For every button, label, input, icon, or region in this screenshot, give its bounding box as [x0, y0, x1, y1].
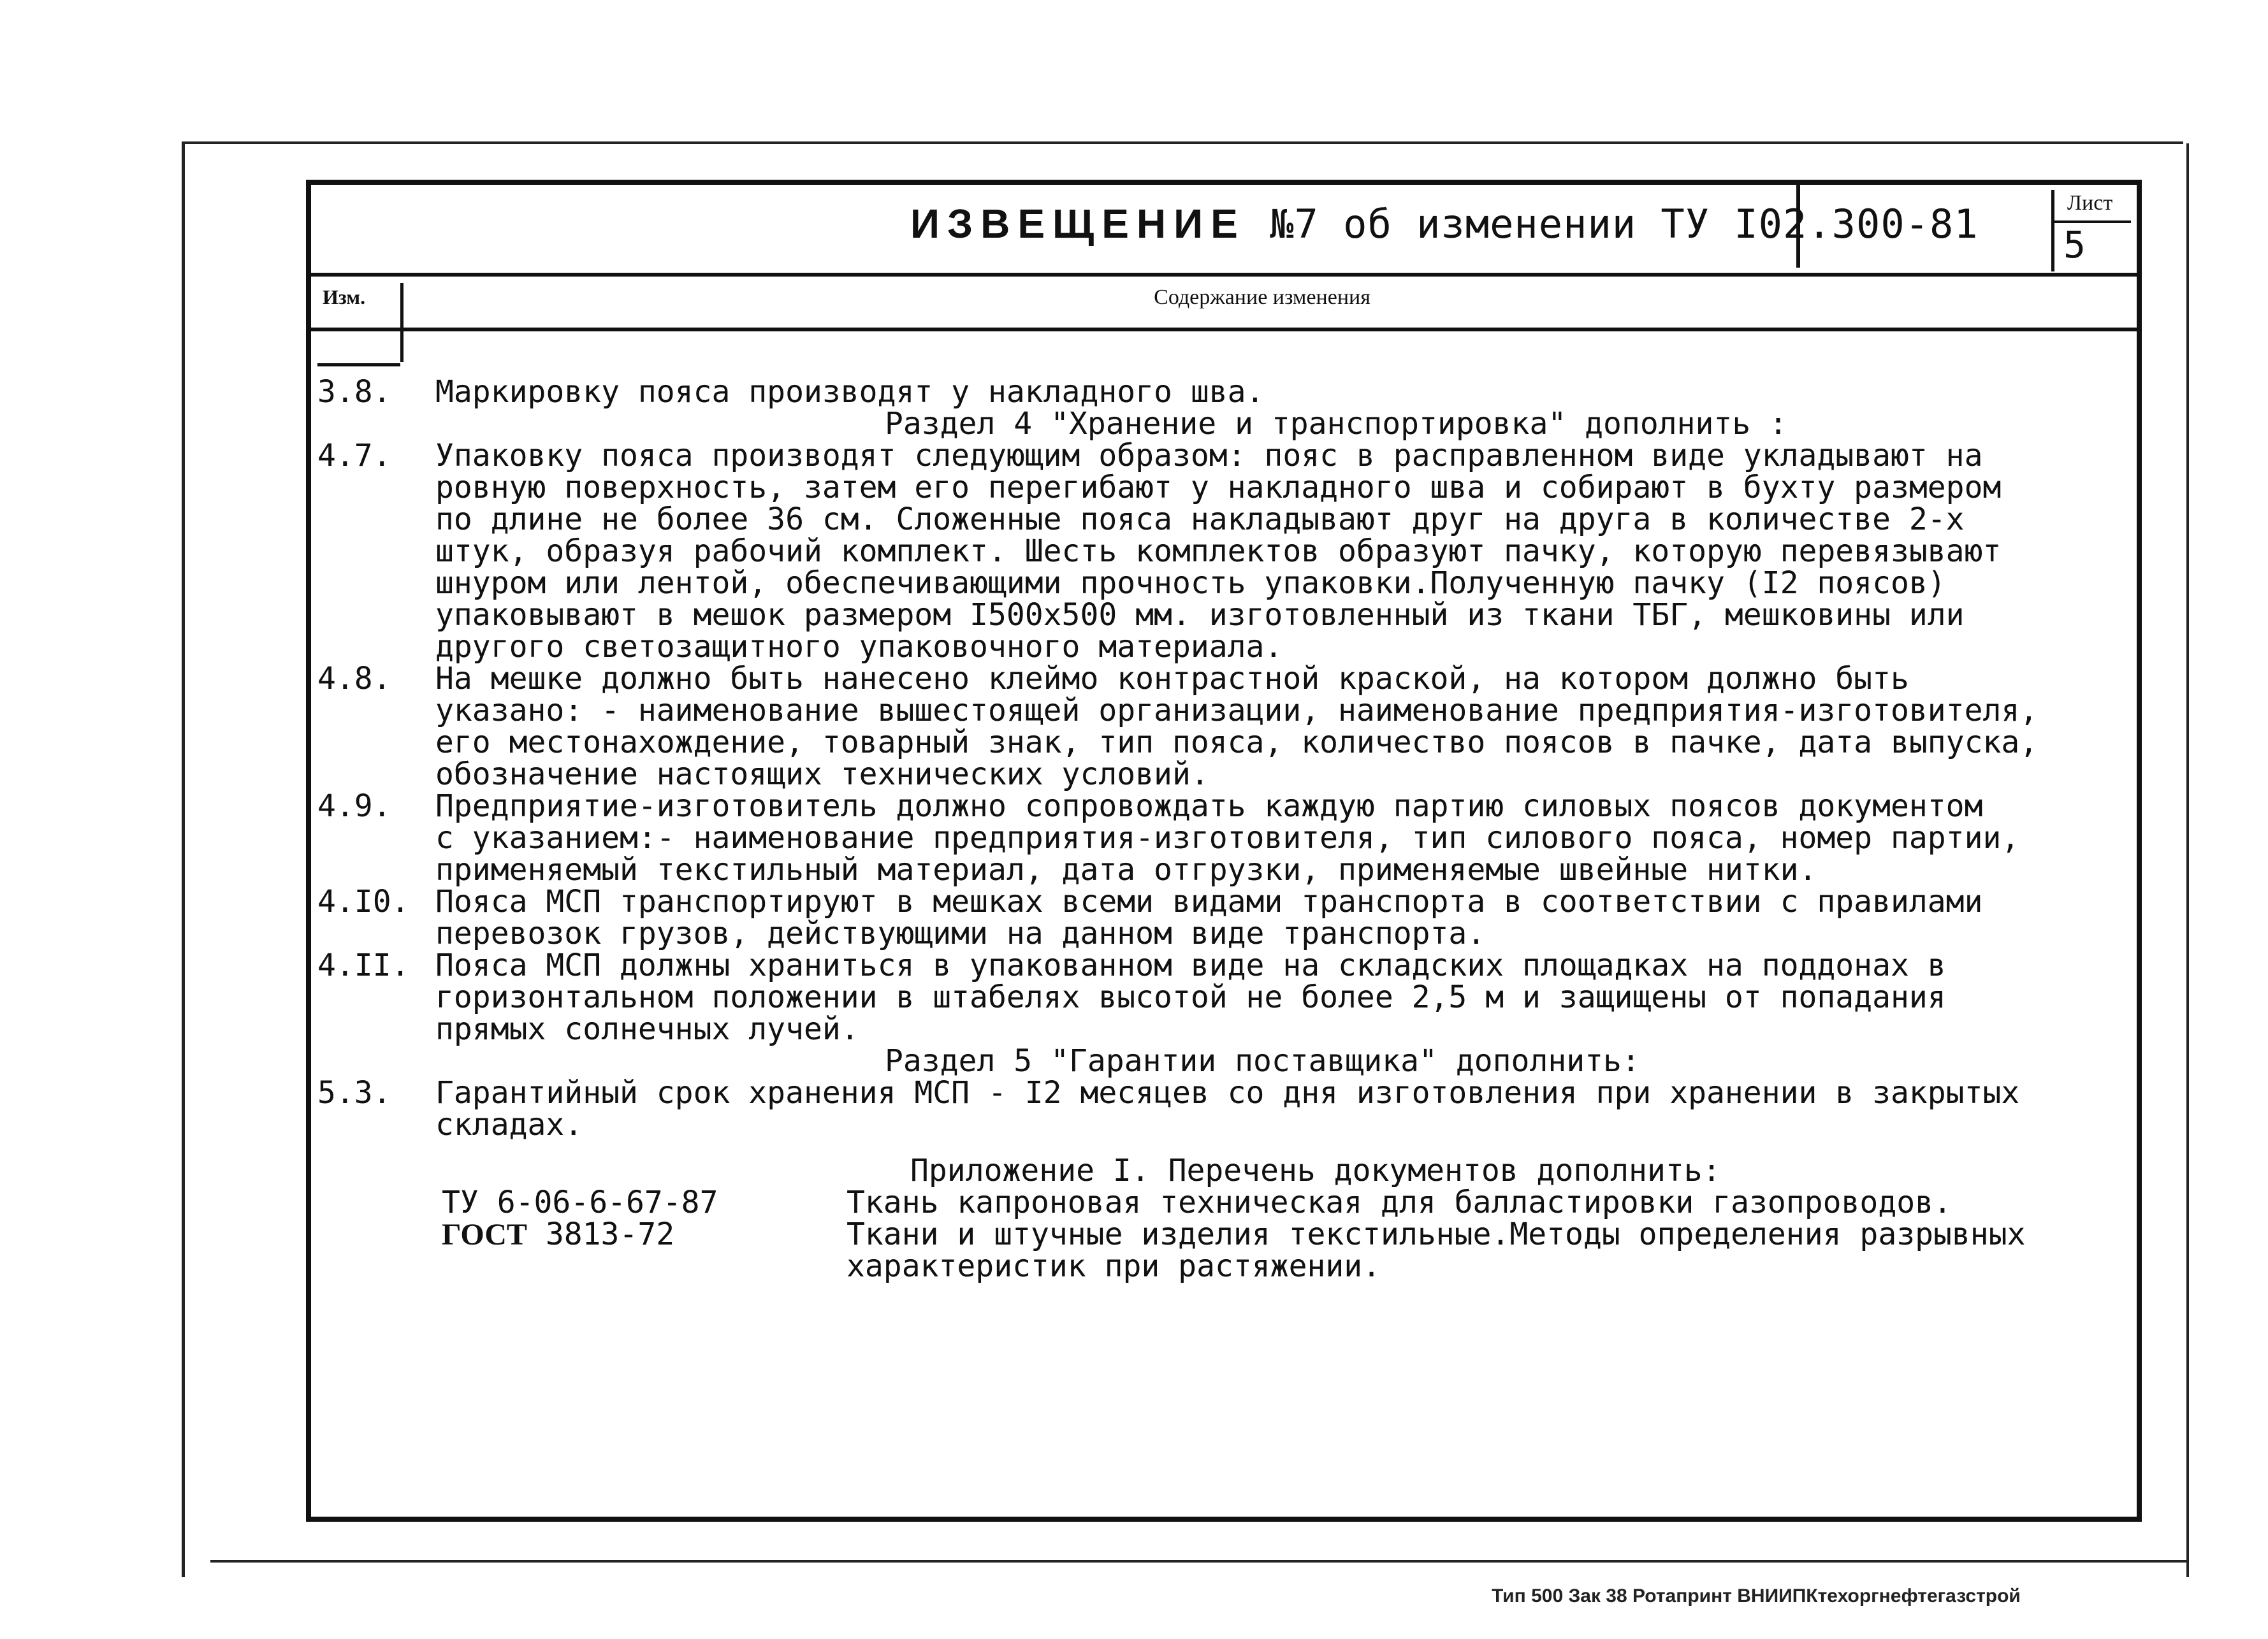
notice-form: [306, 180, 2142, 1522]
item-4-11: [317, 949, 2141, 1045]
item-number: 4.9.: [317, 788, 391, 824]
item-line: перевозок грузов, действующими на данном виде транспорта.: [435, 916, 1486, 951]
sheet-box: [2051, 190, 2131, 271]
item-line: Упаковку пояса производят следующим образом: пояс в расправленном виде укладывают на: [435, 438, 1983, 473]
changes-body: [317, 376, 2141, 1282]
item-line: применяемый текстильный материал, дата отгрузки, применяемые швейные нитки.: [435, 852, 1817, 888]
column-izm: Изм.: [323, 285, 366, 308]
item-4-10: [317, 886, 2141, 949]
item-line: Пояса МСП транспортируют в мешках всеми видами транспорта в соответствии с правилами: [435, 884, 1983, 920]
notice-title-rest: №7 об изменении ТУ I02.300-81: [1270, 201, 1979, 247]
item-line: обозначение настоящих технических условий.: [435, 756, 1209, 792]
document-code: ТУ 6-06-6-67-87: [442, 1185, 718, 1220]
appendix-heading: Приложение I. Перечень документов дополнить:: [910, 1153, 1721, 1188]
item-4-8: [317, 663, 2141, 790]
appendix-row: [317, 1218, 2141, 1282]
item-line: упаковывают в мешок размером I500х500 мм. изготовленный из ткани ТБГ, мешковины или: [435, 597, 1965, 633]
item-line: Предприятие-изготовитель должно сопровождать каждую партию силовых поясов документом: [435, 788, 1983, 824]
item-number: 3.8.: [317, 374, 391, 410]
item-line: горизонтальном положении в штабелях высотой не более 2,5 м и защищены от попадания: [435, 979, 1946, 1015]
izm-box-rule: [317, 363, 400, 366]
document-title-line: Ткань капроновая техническая для балластировки газопроводов.: [847, 1185, 1952, 1220]
document-title-line: характеристик при растяжении.: [847, 1248, 1381, 1284]
item-line: Гарантийный срок хранения МСП - I2 месяцев со дня изготовления при хранении в закрытых: [435, 1075, 2020, 1111]
item-number: 4.II.: [317, 948, 410, 983]
title-divider: [1796, 185, 1800, 268]
item-line: по длине не более 36 см. Сложенные пояса накладывают друг на друга в количестве 2-х: [435, 502, 1965, 537]
header-row: [311, 185, 2137, 274]
item-line: ровную поверхность, затем его перегибают у накладного шва и собирают в бухту размером: [435, 470, 2002, 505]
item-line: шнуром или лентой, обеспечивающими прочность упаковки.Полученную пачку (I2 поясов): [435, 565, 1946, 601]
item-line: штук, образуя рабочий комплект. Шесть комплектов образуют пачку, которую перевязывают: [435, 533, 2002, 569]
item-5-3: [317, 1077, 2141, 1141]
item-line: с указанием:- наименование предприятия-изготовителя, тип силового пояса, номер партии,: [435, 820, 2020, 856]
item-number: 4.I0.: [317, 884, 410, 920]
document-code: ГОСТ 3813-72: [442, 1217, 675, 1252]
column-header-row: [311, 277, 2137, 331]
item-line: прямых солнечных лучей.: [435, 1011, 859, 1047]
item-3-8: [317, 376, 2141, 408]
appendix-row: [317, 1187, 2141, 1218]
column-content: Содержание изменения: [1154, 285, 1370, 309]
appendix: [317, 1155, 2141, 1282]
item-line: На мешке должно быть нанесено клеймо контрастной краской, на котором должно быть: [435, 661, 1909, 697]
item-number: 4.8.: [317, 661, 391, 697]
outer-frame-bottom: [210, 1560, 2186, 1563]
section-heading: Раздел 5 "Гарантии поставщика" дополнить:: [885, 1043, 1640, 1079]
item-line: другого светозащитного упаковочного материала.: [435, 629, 1283, 665]
item-line: Маркировку пояса производят у накладного шва.: [435, 374, 1265, 410]
sheet-number: 5: [2063, 223, 2086, 266]
item-number: 5.3.: [317, 1075, 391, 1111]
print-info: Тип 500 Зак 38 Ротапринт ВНИИПКтехоргнефтегазстрой: [1492, 1585, 2021, 1607]
notice-title-word: ИЗВЕЩЕНИЕ: [910, 201, 1246, 247]
item-line: складах.: [435, 1107, 583, 1143]
item-line: указано: - наименование вышестоящей организации, наименование предприятия-изготовителя,: [435, 693, 2039, 728]
item-line: Пояса МСП должны храниться в упакованном виде на складских площадках на поддонах в: [435, 948, 1946, 983]
item-4-7: [317, 440, 2141, 663]
document-title-line: Ткани и штучные изделия текстильные.Методы определения разрывных: [847, 1217, 2026, 1252]
item-4-9: [317, 790, 2141, 886]
notice-title: [910, 200, 1979, 247]
column-separator: [311, 328, 2137, 331]
sheet-label: Лист: [2067, 191, 2113, 215]
section-heading: Раздел 4 "Хранение и транспортировка" дополнить :: [885, 406, 1788, 442]
item-line: его местонахождение, товарный знак, тип пояса, количество поясов в пачке, дата выпуска,: [435, 725, 2039, 760]
item-number: 4.7.: [317, 438, 391, 473]
